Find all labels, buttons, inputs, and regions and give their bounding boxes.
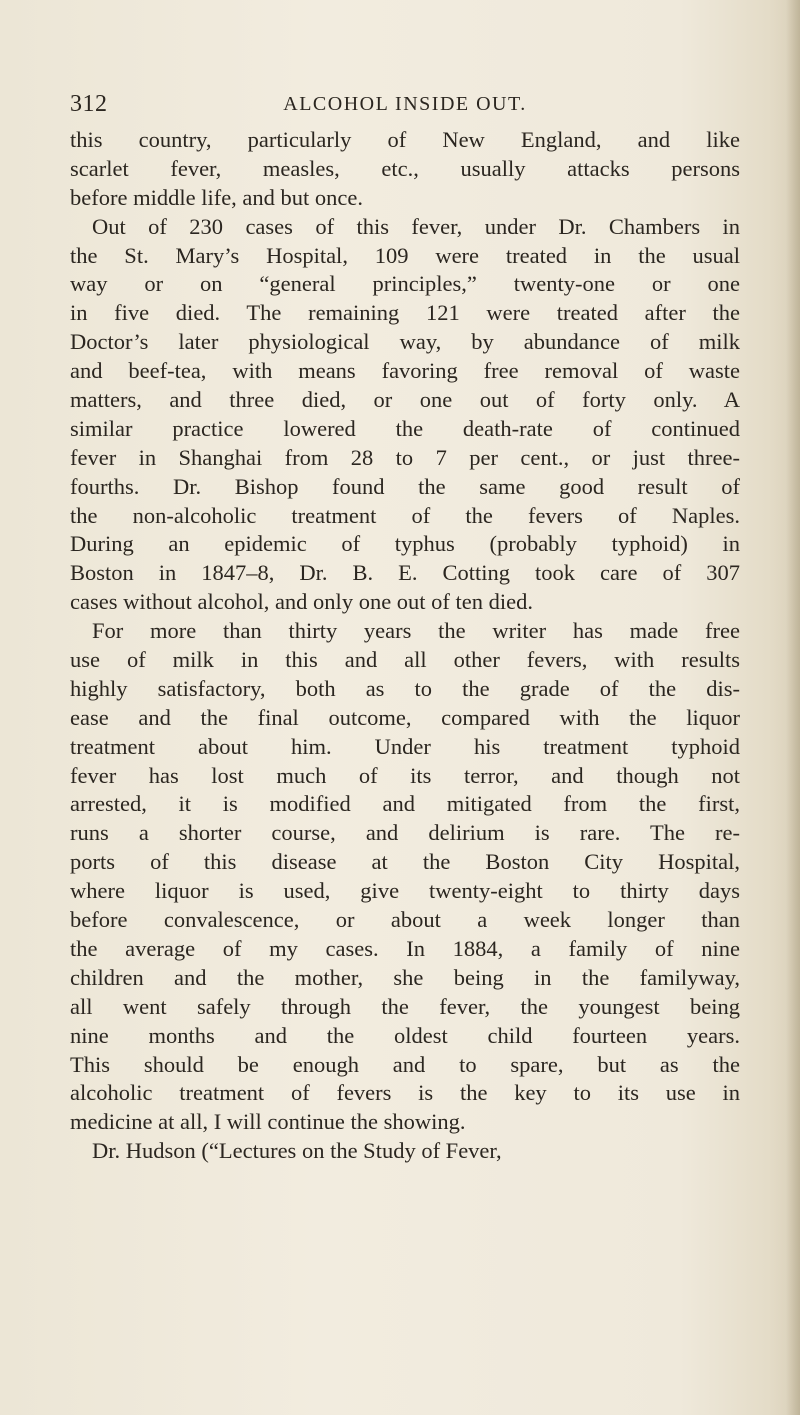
text-line: before middle life, and but once. <box>70 184 364 210</box>
text-line: Boston in 1847–8, Dr. B. E. Cotting took care of 307 <box>70 560 740 586</box>
running-head <box>70 86 740 122</box>
text-line: treatment about him. Under his treatment typhoid <box>70 733 740 759</box>
text-line: For more than thirty years the writer has made free <box>92 618 740 644</box>
text-line: alcoholic treatment of fevers is the key to its use in <box>70 1080 740 1106</box>
text-line: Doctor’s later physiological way, by abundance of milk <box>70 329 740 355</box>
text-line: Out of 230 cases of this fever, under Dr. Chambers in <box>92 213 740 239</box>
page-number: 312 <box>70 91 108 117</box>
text-line: fever in Shanghai from 28 to 7 per cent., or just three- <box>70 444 740 470</box>
page-edge-shadow <box>786 0 800 1415</box>
text-line: before convalescence, or about a week longer than <box>70 907 740 933</box>
text-line: in five died. The remaining 121 were treated after the <box>70 300 740 326</box>
text-line: the non-alcoholic treatment of the fevers of Naples. <box>70 502 740 528</box>
text-line: Dr. Hudson (“Lectures on the Study of Fever, <box>92 1138 502 1164</box>
text-line: ease and the final outcome, compared with the liquor <box>70 704 740 730</box>
body-text <box>70 126 740 1166</box>
text-line: fever has lost much of its terror, and though not <box>70 762 740 788</box>
text-line: children and the mother, she being in the familyway, <box>70 964 740 990</box>
text-line: similar practice lowered the death-rate of continued <box>70 415 740 441</box>
text-line: way or on “general principles,” twenty-one or one <box>70 271 740 297</box>
text-line: use of milk in this and all other fevers, with results <box>70 647 740 673</box>
text-line: runs a shorter course, and delirium is rare. The re- <box>70 820 740 846</box>
text-line: where liquor is used, give twenty-eight to thirty days <box>70 878 740 904</box>
text-line: matters, and three died, or one out of forty only. A <box>70 387 740 413</box>
text-line: the St. Mary’s Hospital, 109 were treated in the usual <box>70 242 740 268</box>
text-line: During an epidemic of typhus (probably typhoid) in <box>70 531 740 557</box>
text-line: arrested, it is modified and mitigated from the first, <box>70 791 740 817</box>
text-line: and beef-tea, with means favoring free removal of waste <box>70 358 740 384</box>
text-line: nine months and the oldest child fourteen years. <box>70 1022 740 1048</box>
text-line: all went safely through the fever, the youngest being <box>70 993 740 1019</box>
text-line: this country, particularly of New England, and like <box>70 127 740 152</box>
text-line: fourths. Dr. Bishop found the same good result of <box>70 473 740 499</box>
text-line: the average of my cases. In 1884, a family of nine <box>70 935 740 961</box>
running-title: ALCOHOL INSIDE OUT. <box>283 93 527 115</box>
text-line: cases without alcohol, and only one out of ten died. <box>70 589 534 615</box>
text-line: highly satisfactory, both as to the grade of the dis- <box>70 675 740 701</box>
text-line: scarlet fever, measles, etc., usually attacks persons <box>70 155 740 181</box>
text-line: ports of this disease at the Boston City Hospital, <box>70 849 740 875</box>
text-line: medicine at all, I will continue the showing. <box>70 1109 466 1135</box>
text-line: This should be enough and to spare, but as the <box>70 1051 740 1077</box>
